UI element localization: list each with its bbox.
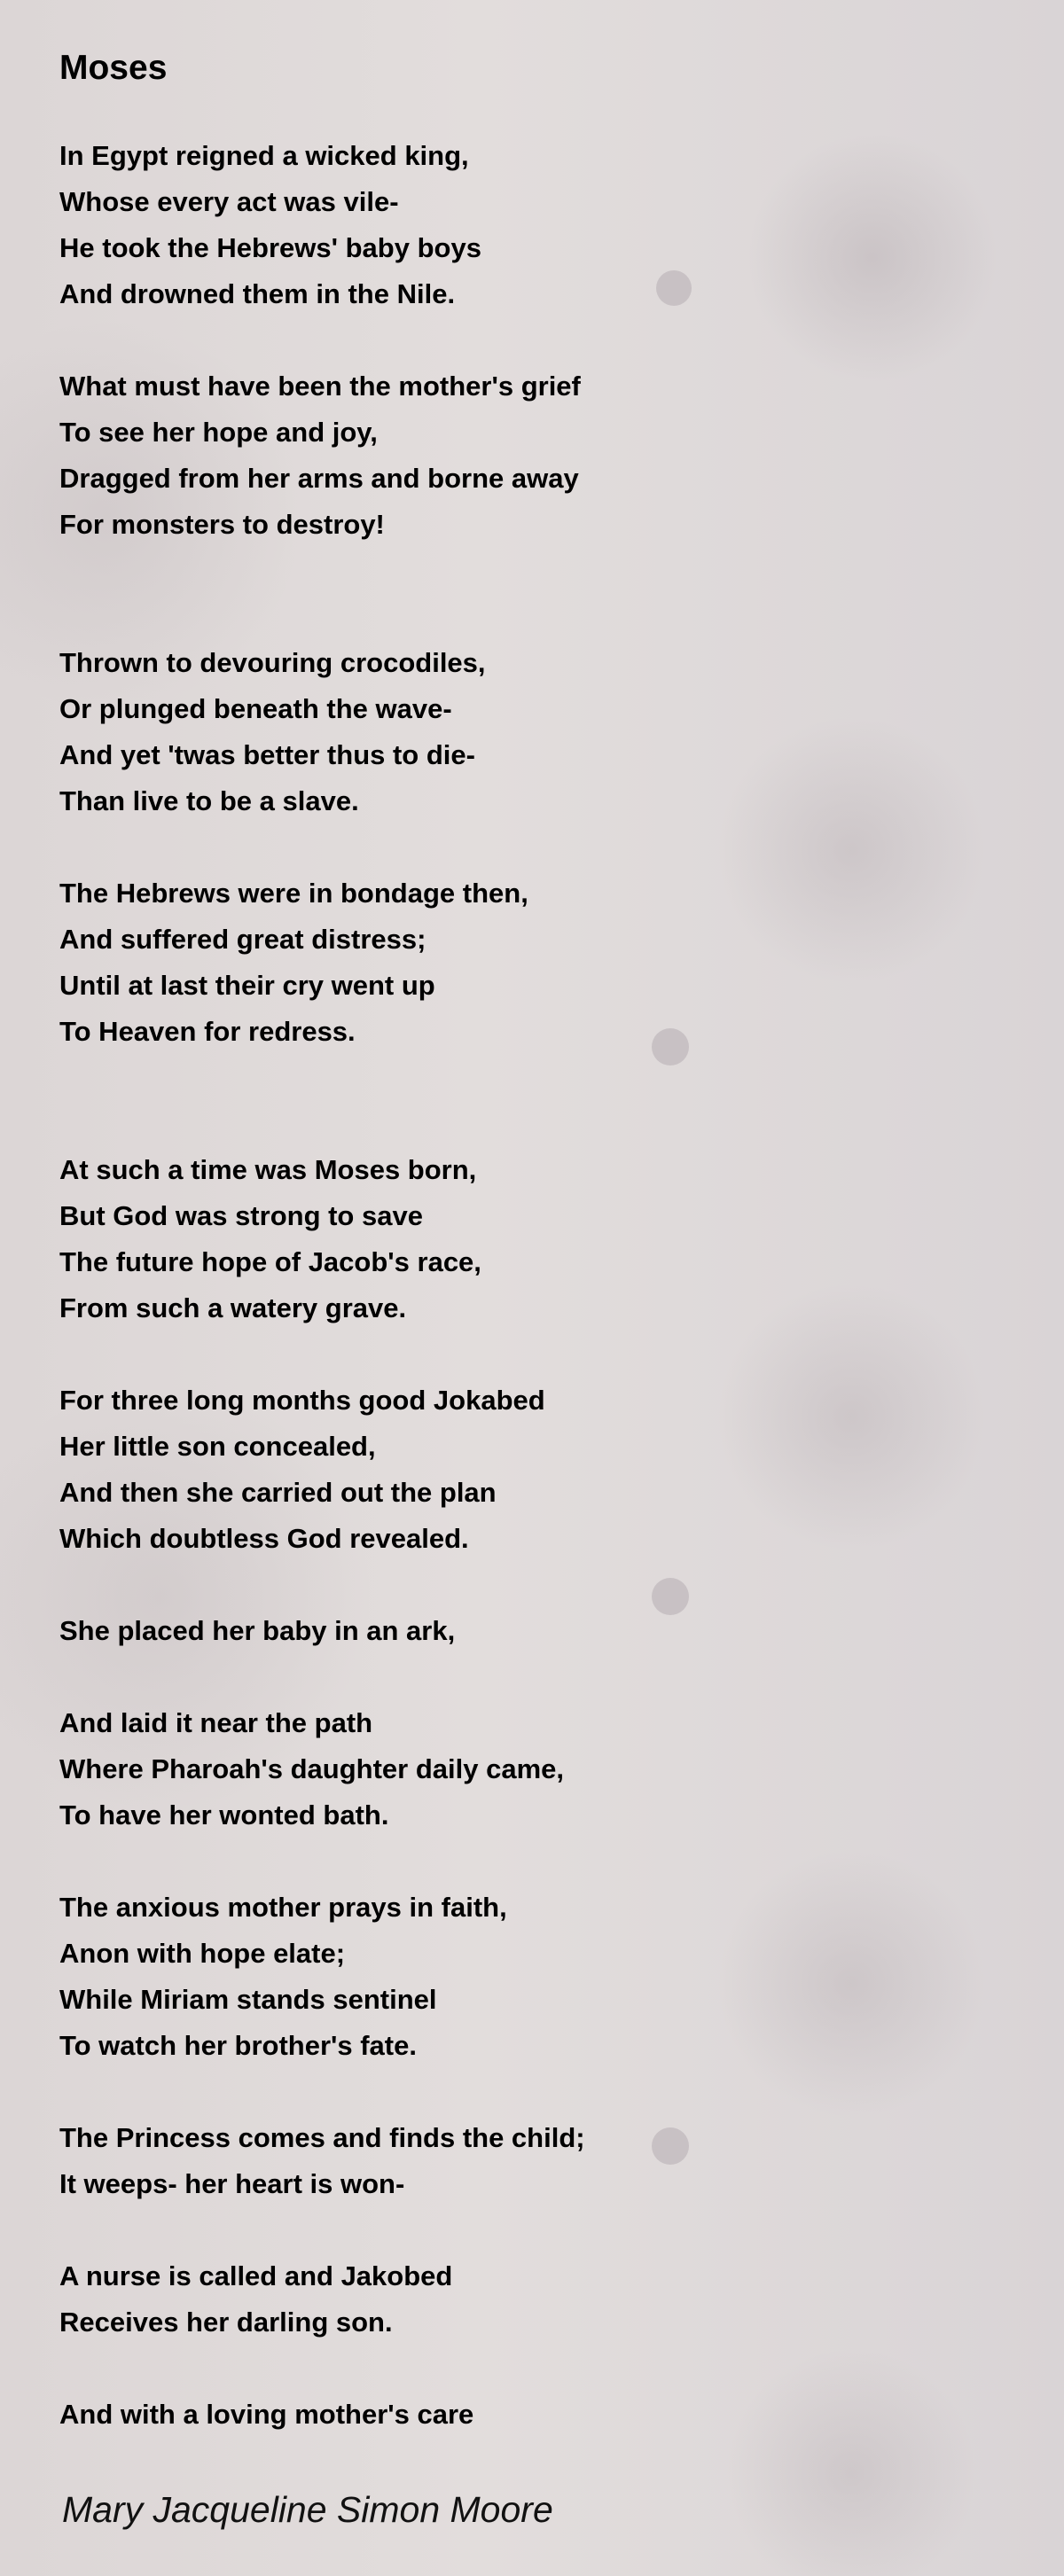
poem-container	[59, 44, 1017, 2438]
poem-body: In Egypt reigned a wicked king, Whose every act was vile- He took the Hebrews' baby boys And drowned them in the Nile. What must have been the mother's grief To see her hope and joy, Dragged from her arms and borne away For monsters to destroy! Thrown to devouring crocodiles, Or plunged beneath the wave- And yet 'twas better thus to die- Than live to be a slave. The Hebrews were in bondage then, And suffered great distress; Until at last their cry went up To Heaven for redress. At such a time was Moses born, But God was strong to save The future hope of Jacob's race, From such a watery grave. For three long months good Jokabed Her little son concealed, And then she carried out the plan Which doubtless God revealed. She placed her baby in an ark, And laid it near the path Where Pharoah's daughter daily came, To have her wonted bath. The anxious mother prays in faith, Anon with hope elate; While Miriam stands sentinel To watch her brother's fate. The Princess comes and finds the child; It weeps- her heart is won- A nurse is called and Jakobed Receives her darling son. And with a loving mother's care	[59, 140, 585, 2430]
poem-author: Mary Jacqueline Simon Moore	[62, 2489, 553, 2530]
poem-title: Moses	[59, 49, 168, 87]
